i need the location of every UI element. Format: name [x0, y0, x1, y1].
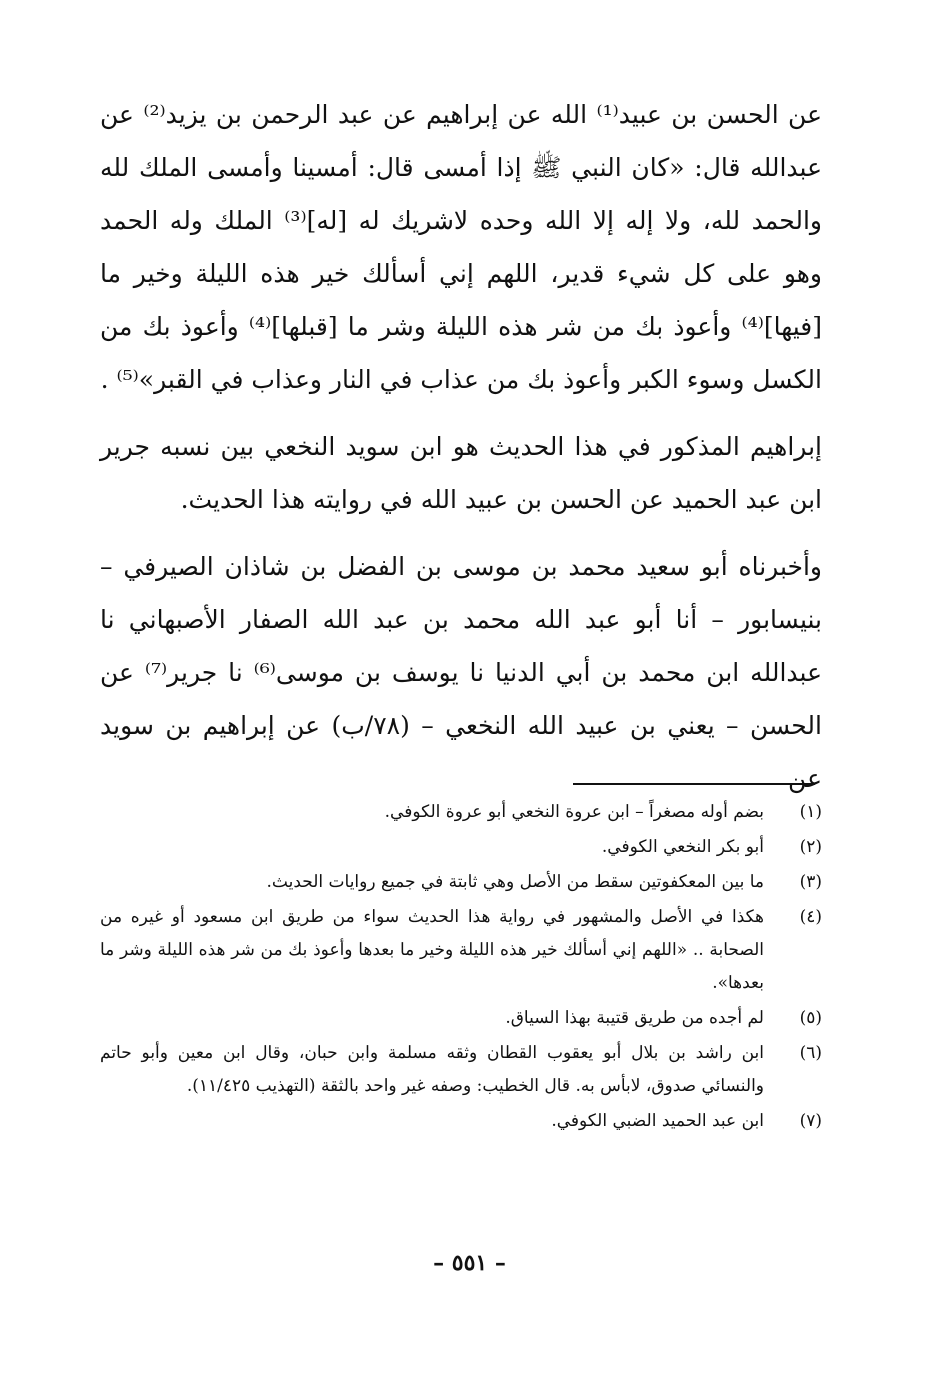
footnote-text: ابن راشد بن بلال أبو يعقوب القطان وثقه مسلمة وابن حبان، وقال ابن معين وأبو حاتم والنسائي صدوق، لابأس به. قال الخطيب: وصفه غير واحد بالثقة (التهذيب ١١/٤٢٥). — [100, 1043, 764, 1096]
page-number: – ٥٥١ – — [433, 1250, 506, 1276]
footnote-number: (٢) — [799, 837, 822, 857]
paragraph-isnad: وأخبرناه أبو سعيد محمد بن موسى بن الفضل بن شاذان الصيرفي – بنيسابور – أنا أبو عبد الله محمد بن عبد الله الصفار الأصبهاني نا عبدالله ابن محمد بن أبي الدنيا نا يوسف بن موسى⁽⁶⁾ نا جرير⁽⁷⁾ عن الحسن – يعني بن عبيد الله النخعي – (٧٨/ب) عن إبراهيم بن سويد عن — [100, 552, 822, 793]
footnotes — [100, 796, 822, 1140]
footnote-text: بضم أوله مصغراً – ابن عروة النخعي أبو عروة الكوفي. — [384, 802, 764, 822]
footnote-number: (٦) — [799, 1043, 822, 1063]
footnote-item — [100, 831, 822, 864]
footnote-item — [100, 901, 822, 1000]
footnote-text: أبو بكر النخعي الكوفي. — [601, 837, 764, 857]
paragraph-commentary: إبراهيم المذكور في هذا الحديث هو ابن سويد النخعي بين نسبه جرير ابن عبد الحميد عن الحسن بن عبيد الله في روايته هذا الحديث. — [100, 432, 822, 514]
footnote-item — [100, 1002, 822, 1035]
footnote-text: ما بين المعكفوتين سقط من الأصل وهي ثابتة في جميع روايات الحديث. — [266, 872, 764, 892]
footnote-number: (٥) — [799, 1008, 822, 1028]
footnote-item — [100, 1105, 822, 1138]
footnote-item — [100, 796, 822, 829]
footnote-item — [100, 866, 822, 899]
main-text — [100, 88, 822, 805]
footnote-text: هكذا في الأصل والمشهور في رواية هذا الحديث سواء من طريق ابن مسعود أو غيره من الصحابة .. «اللهم إني أسألك خير هذه الليلة وخير ما بعدها وأعوذ بك من شر هذه الليلة وشر ما بعدها». — [100, 907, 764, 993]
footnote-text: ابن عبد الحميد الضبي الكوفي. — [551, 1111, 764, 1131]
footnote-number: (٧) — [799, 1111, 822, 1131]
footnote-item — [100, 1037, 822, 1103]
paragraph-hadith: عن الحسن بن عبيد⁽¹⁾ الله عن إبراهيم عن عبد الرحمن بن يزيد⁽²⁾ عن عبدالله قال: «كان النبي ﷺ إذا أمسى قال: أمسينا وأمسى الملك لله والحمد لله، ولا إله إلا الله وحده لاشريك له [له]⁽³⁾ الملك وله الحمد وهو على كل شيء قدير، اللهم إني أسألك خير هذه الليلة وخير ما [فيها]⁽⁴⁾ وأعوذ بك من شر هذه الليلة وشر ما [قبلها]⁽⁴⁾ وأعوذ بك من الكسل وسوء الكبر وأعوذ بك من عذاب في النار وعذاب في القبر»⁽⁵⁾ . — [100, 100, 822, 394]
footnote-divider — [573, 783, 815, 785]
footnote-text: لم أجده من طريق قتيبة بهذا السياق. — [505, 1008, 764, 1028]
footnote-number: (١) — [799, 802, 822, 822]
footnote-number: (٤) — [799, 907, 822, 927]
footnote-number: (٣) — [799, 872, 822, 892]
